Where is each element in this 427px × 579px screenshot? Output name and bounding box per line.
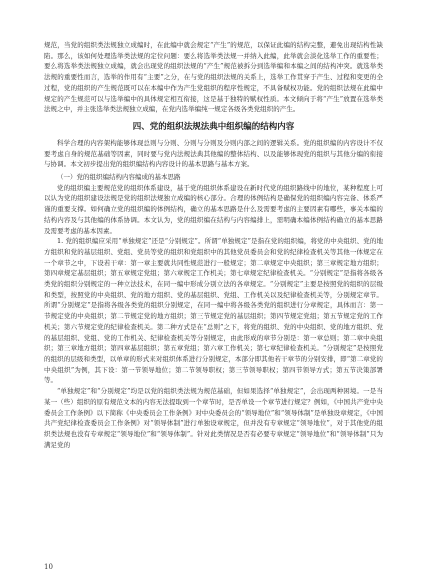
paragraph-point-1: 1. 党的组织编应采用“单独规定”还是“分别规定”。所谓“单独规定”是指在党的组织编，将党的中央组织、党的地方组织和党的基层组织、党组、党员等党的组织和党组织中的其他党员委员会和党的纪律检查机关等其他一体规定在一个章节之中，下设若干章：第一章主要就共同性规范进行一般规定；第二章规定中央组织；第三章规定地方组织；第四章规定基层组织；第五章规定党组；第六章规定工作机关；第七章规定纪律检查机关。“分别规定”是指将各级各类党的组织分别规定的一种立法技术，在同一编中形成分别立法的各章规定。“分别规定”主要是按照党的组织的层级和类型，按照党的中央组织、党的地方组织、党的基层组织、党组、工作机关以及纪律检查机关等，分别规定章节。所谓“分别规定”是指将各级各类党的组织分别规定，在同一编中将各级各类党的组织进行分章规定，具体而言：第一节规定党的中央组织；第二节规定党的地方组织；第三节规定党的基层组织；第四节规定党组；第五节规定党的工作机关；第六节规定党的纪律检查机关。第二种方式是在“总则”之下，将党的组织、党的中央组织、党的地方组织、党的基层组织、党组、党的工作机关、纪律检查机关等分别规定，由此形成的章节分别是：第一章总则；第二章中央组织；第三章地方组织；第四章基层组织；第五章党组；第六章工作机关；第七章纪律检查机关。“分别规定”是按照党的组织的层级和类型，以单章的形式来对组织体系进行分别规定，本部分即其他若干章节的分别安排，即“第二章党的中央组织”为例，其下设：第一节领导地位；第二节领导职权；第三节领导职权；第四节领导方式；第五节决策部署等。 bbox=[44, 237, 383, 385]
paragraph-basic-approach: 党的组织编主要规范党的组织体系建设，基于党的组织体系建设在新时代党的组织路线中的地位，某种程度上可以认为党的组织建设法规是党的组织法规独立成编的核心部分。合理的体例结构是确保党的组织编内容完备、体系严谨的重要支撑。如何确立党的组织编的体例结构，确立的基本思路是什么及需要考虑的主要因素有哪些，事关本编的结构内容及与其他编的体系协调。本文认为，党的组织编在结构与内容编排上，需明确本编体例结构确立的基本思路及需要考虑的基本因素。 bbox=[44, 183, 383, 235]
paragraph-intro: 规范，当党的组织类法规独立成编时，在此编中就会规定“产生”的规范，以保证此编的结构完整，避免出现结构性缺陷。那么，该如何处理选举类法规的定位问题：要么将选举类法规一并纳入此编，此举就会淡化选举工作的重要性；要么将选举类法规独立成编，就会出现党的组织法规的“产生”规范被拆分到选举编和本编之间的结构冲突。就选举类法规的重要性而言，选举的作用有“主要”之分，在与党的组织法规的关系上，选举工作贯穿于产生、过程和变更的全过程，党的组织的产生规范既可以在本编中作为产生党组织的程序性规定，不具备赋权功能。党的组织法规在此编中规定的产生规范可以与选举编中的具体规定相互衔接，这是基于独特的赋权性质。本文倾向于将“产生”放置在选举类法规之中，并主张选举类法规独立成编，在党内选举编纯一规定各级各类党组织的产生。 bbox=[44, 41, 383, 114]
section-title: 四、党的组织法规法典中组织编的结构内容 bbox=[132, 121, 295, 132]
paragraph-point-1-dilemma: “单独规定”和“分别规定”均是以党的组织类法规为规范基础，但如果选择“单独规定”，会出现两种困境。一是当某一（些）组织的原有规范文本的内容无法提取到一个章节时，是否单设一个章节进行规定？例如，《中国共产党中央委员会工作条例》以下简称《中央委员会工作条例》对中央委员会的“领导地位”和“领导体制”是单独设章规定，《中国共产党纪律检查委员会工作条例》对“领导体制”进行单独设章规定，但并没有专章规定“领导地位”，对于其他党的组织类法规也没有专章规定“领导地位”和“领导体制”。针对此类情况是否有必要专章规定“领导地位”和“领导体制”只为满足党的 bbox=[44, 387, 383, 449]
page-number: 10 bbox=[44, 563, 53, 571]
subsection-heading: （一）党的组织编结构内容编成的基本思路 bbox=[57, 173, 181, 182]
paragraph-overview: 科学合理的内容架构能够体现总则与分则、分则与分则及分则内部之间的逻辑关系。党的组织编的内容设计不仅要考虑自身的规范基础等因素，同时要与党内法规法典其他编的整体结构、以及能够体现党的组织与其他分编的衔接与协调。本文初步提出党的组织编结构内容设计的基本思路与基本方案。 bbox=[44, 138, 383, 169]
